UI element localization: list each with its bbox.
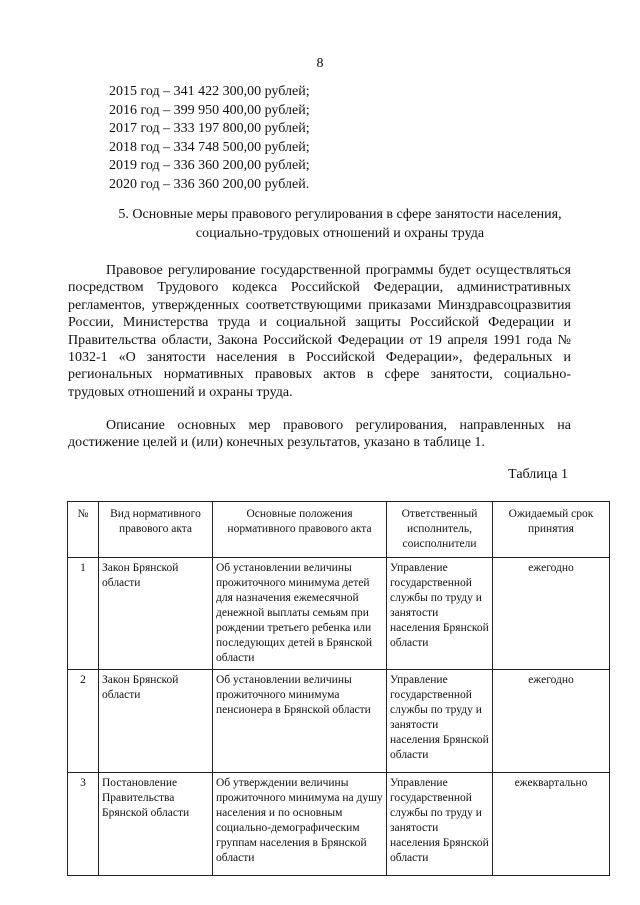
- amount-line: 2017 год – 333 197 800,00 рублей;: [109, 121, 310, 137]
- section-heading-line: 5. Основные меры правового регулирования в сфере занятости населения,: [118, 207, 562, 222]
- table-caption: Таблица 1: [508, 467, 568, 482]
- header-term: Ожидаемый срок принятия: [493, 502, 610, 558]
- header-provisions: Основные положения нормативного правового акта: [213, 502, 387, 558]
- header-act-type: Вид нормативного правового акта: [99, 502, 213, 558]
- section-heading: [60, 206, 620, 243]
- cell-responsible: Управление государственной службы по труду и занятости населения Брянской области: [387, 558, 493, 670]
- cell-act-type: Закон Брянской области: [99, 558, 213, 670]
- cell-responsible: Управление государственной службы по труду и занятости населения Брянской области: [387, 670, 493, 773]
- cell-num: 3: [68, 773, 99, 876]
- cell-num: 2: [68, 670, 99, 773]
- cell-responsible: Управление государственной службы по труду и занятости населения Брянской области: [387, 773, 493, 876]
- table-row: [68, 670, 610, 773]
- cell-term: ежегодно: [493, 558, 610, 670]
- cell-term: ежегодно: [493, 670, 610, 773]
- amount-line: 2015 год – 341 422 300,00 рублей;: [109, 84, 310, 99]
- cell-provisions: Об утверждении величины прожиточного минимума на душу населения и по основным социально-демографическим группам населения в Брянской области: [213, 773, 387, 876]
- amount-line: 2020 год – 336 360 200,00 рублей.: [109, 176, 310, 192]
- section-heading-line: социально-трудовых отношений и охраны труда: [195, 225, 485, 241]
- cell-term: ежеквартально: [493, 773, 610, 876]
- cell-num: 1: [68, 558, 99, 670]
- cell-provisions: Об установлении величины прожиточного минимума пенсионера в Брянской области: [213, 670, 387, 773]
- regulation-table: [67, 501, 610, 876]
- amount-line: 2018 год – 334 748 500,00 рублей;: [109, 139, 310, 155]
- amount-line: 2019 год – 336 360 200,00 рублей;: [109, 158, 310, 174]
- table-row: [68, 558, 610, 670]
- cell-act-type: Закон Брянской области: [99, 670, 213, 773]
- paragraph-table-reference: Описание основных мер правового регулирования, направленных на достижение целей и (или) конечных результатов, указано в таблице 1.: [68, 418, 571, 451]
- paragraph-legal-regulation: Правовое регулирование государственной программы будет осуществляться посредством Трудового кодекса Российской Федерации, административных регламентов, утвержденных соответствующими приказами Минздравсоцразвития России, Министерства труда и социальной защиты Российской Федерации и Правительства области, Закона Российской Федерации от 19 апреля 1991 года № 1032-1 «О занятости населения в Российской Федерации», федеральных и региональных нормативных правовых актов в сфере занятости, социально-трудовых отношений и охраны труда.: [68, 263, 571, 400]
- cell-act-type: Постановление Правительства Брянской области: [99, 773, 213, 876]
- amount-line: 2016 год – 399 950 400,00 рублей;: [109, 102, 310, 118]
- table-header-row: [68, 502, 610, 558]
- page-number: 8: [316, 56, 324, 71]
- cell-provisions: Об установлении величины прожиточного минимума детей для назначения ежемесячной денежной выплаты семьям при рождении третьего ребенка или последующих детей в Брянской области: [213, 558, 387, 670]
- amounts-list: [109, 83, 310, 195]
- table-row: [68, 773, 610, 876]
- header-num: №: [68, 502, 99, 558]
- header-responsible: Ответственный исполнитель, соисполнители: [387, 502, 493, 558]
